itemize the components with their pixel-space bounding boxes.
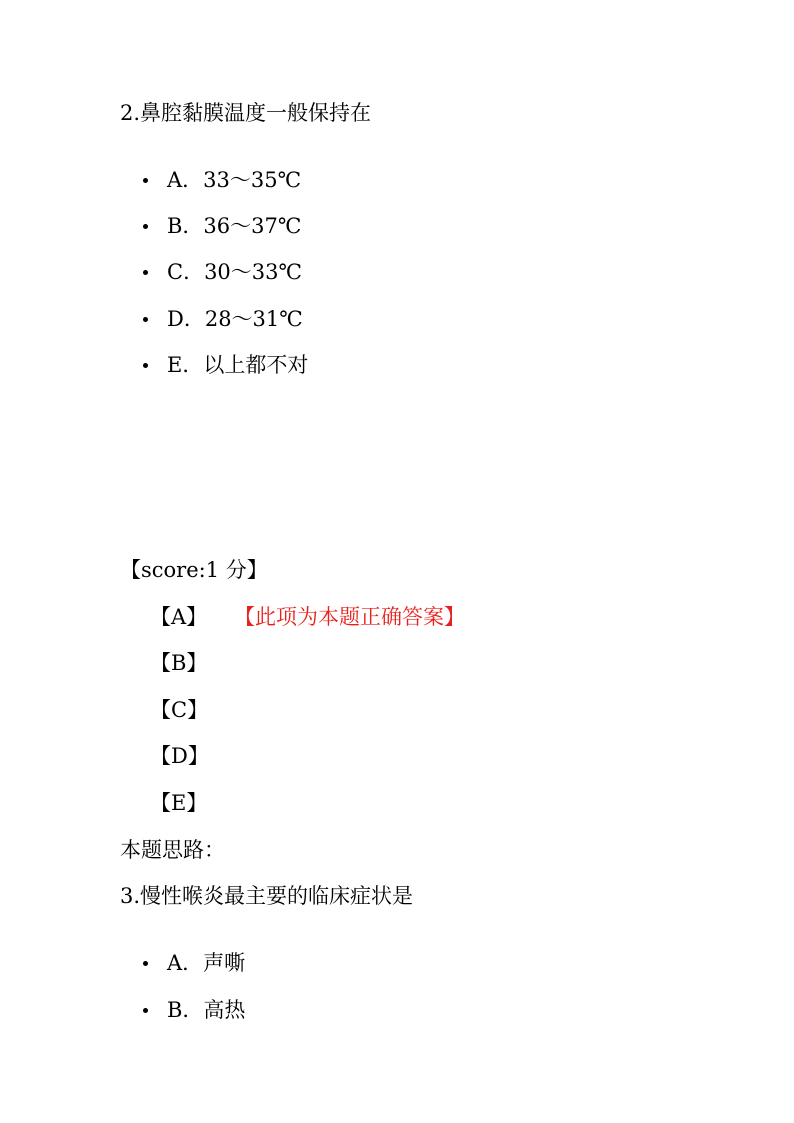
score-line: 【score:1 分】 — [120, 558, 268, 582]
bullet-icon — [143, 961, 148, 966]
option-text: B．高热 — [167, 998, 246, 1022]
option-c — [143, 262, 302, 283]
option-text: D．28～31℃ — [167, 307, 303, 331]
answer-e: 【E】 — [150, 791, 208, 815]
option-a — [143, 953, 245, 974]
bullet-icon — [143, 224, 148, 229]
bullet-icon — [143, 317, 148, 322]
bullet-icon — [143, 178, 148, 183]
answer-a: 【A】 — [150, 605, 208, 629]
option-text: C．30～33℃ — [167, 260, 303, 284]
option-e — [143, 355, 308, 376]
bullet-icon — [143, 1008, 148, 1013]
option-text: B．36～37℃ — [167, 214, 302, 238]
option-text: A．声嘶 — [167, 951, 246, 975]
option-text: A．33～35℃ — [167, 168, 302, 192]
answer-d: 【D】 — [150, 744, 209, 768]
answer-b: 【B】 — [150, 651, 208, 675]
idea-label: 本题思路： — [120, 838, 225, 862]
option-text: E．以上都不对 — [167, 353, 309, 377]
bullet-icon — [143, 363, 148, 368]
bullet-icon — [143, 270, 148, 275]
answer-c: 【C】 — [150, 698, 209, 722]
question-title: 3.慢性喉炎最主要的临床症状是 — [120, 884, 414, 908]
option-a — [143, 170, 301, 191]
option-b — [143, 1000, 245, 1021]
option-b — [143, 216, 301, 237]
question-title: 2.鼻腔黏膜温度一般保持在 — [120, 101, 372, 125]
correct-answer-note: 【此项为本题正确答案】 — [234, 605, 465, 629]
option-d — [143, 309, 303, 330]
